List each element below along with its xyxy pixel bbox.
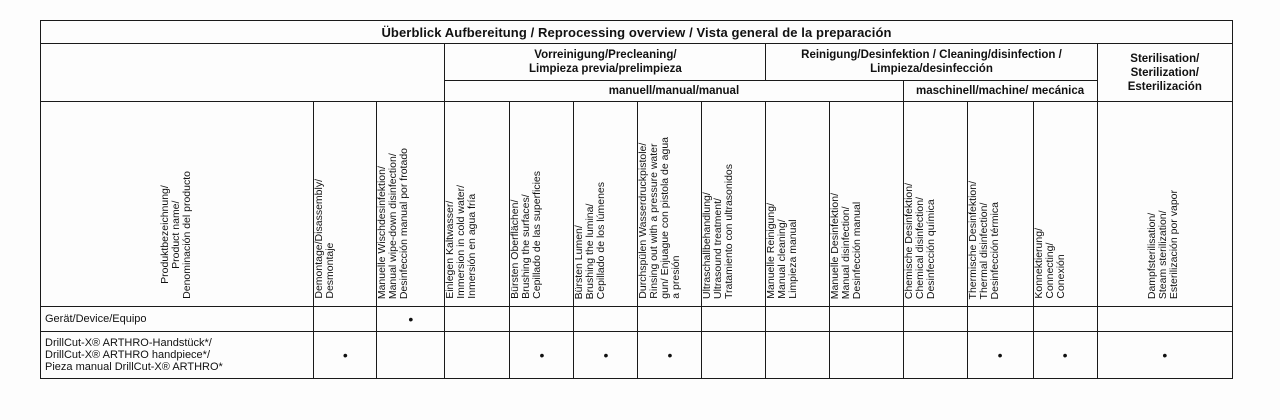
mark-cell: [702, 332, 766, 379]
table-row: [41, 307, 1233, 332]
mark-cell: •: [510, 332, 574, 379]
mark-cell: [510, 307, 574, 332]
column-header-product-name: Produktbezeichnung/ Product name/ Denominación del producto: [41, 102, 314, 307]
reprocessing-table: [40, 20, 1233, 379]
column-header-manual-disinfection: Manuelle Desinfektion/ Manual disinfection/ Desinfección manual: [830, 102, 903, 307]
column-header-connecting: Konnektierung/ Connecting/ Conexión: [1033, 102, 1097, 307]
table-title: Überblick Aufbereitung / Reprocessing overview / Vista general de la preparación: [41, 21, 1233, 44]
row-name: Gerät/Device/Equipo: [41, 307, 314, 332]
column-header-manual-cleaning: Manuelle Reinigung/ Manual cleaning/ Limpieza manual: [766, 102, 830, 307]
mark-cell: [830, 307, 903, 332]
mark-cell: [830, 332, 903, 379]
mark-cell: [1097, 307, 1232, 332]
column-header-wipe-down-disinfection: Manuelle Wischdesinfektion/ Manual wipe-down disinfection/ Desinfección manual por frotado: [377, 102, 445, 307]
mark-cell: [903, 307, 967, 332]
mark-cell: [638, 307, 702, 332]
mark-cell: [766, 332, 830, 379]
row-name: DrillCut-X® ARTHRO-Handstück*/ DrillCut-X® ARTHRO handpiece*/ Pieza manual DrillCut-X® ARTHRO*: [41, 332, 314, 379]
group-sterilization: Sterilisation/ Sterilization/ Esterilización: [1097, 44, 1232, 102]
group-precleaning: Vorreinigung/Precleaning/ Limpieza previa/prelimpieza: [445, 44, 766, 81]
mark-cell: •: [1033, 332, 1097, 379]
mark-cell: •: [638, 332, 702, 379]
mark-cell: [445, 332, 510, 379]
column-header-chemical-disinfection: Chemische Desinfektion/ Chemical disinfection/ Desinfección química: [903, 102, 967, 307]
column-header-cold-water-immersion: Einlegen Kaltwasser/ Immersion in cold water/ Inmersión en agua fría: [445, 102, 510, 307]
column-header-disassembly: Demontage/Disassembly/ Desmontaje: [314, 102, 377, 307]
mark-cell: [1033, 307, 1097, 332]
column-header-brushing-lumina: Bürsten Lumen/ Brushing the lumina/ Cepillado de los lúmenes: [574, 102, 638, 307]
mark-cell: [314, 307, 377, 332]
mark-cell: [445, 307, 510, 332]
subgroup-machine: maschinell/machine/ mecánica: [903, 81, 1097, 102]
mark-cell: [967, 307, 1033, 332]
mark-cell: •: [574, 332, 638, 379]
mark-cell: •: [377, 307, 445, 332]
mark-cell: •: [314, 332, 377, 379]
column-header-thermal-disinfection: Thermische Desinfektion/ Thermal disinfection/ Desinfección térmica: [967, 102, 1033, 307]
mark-cell: [903, 332, 967, 379]
column-header-ultrasound: Ultraschallbehandlung/ Ultrasound treatment/ Tratamiento con ultrasonidos: [702, 102, 766, 307]
mark-cell: [702, 307, 766, 332]
column-header-brushing-surfaces: Bürsten Oberflächen/ Brushing the surfaces/ Cepillado de las superficies: [510, 102, 574, 307]
column-header-pressure-water-rinse: Durchspülen Wasserdruckpistole/ Rinsing out with a pressure water gun/ Enjuague con pistola de agua a presión: [638, 102, 702, 307]
mark-cell: [574, 307, 638, 332]
mark-cell: •: [967, 332, 1033, 379]
table-row: [41, 332, 1233, 379]
mark-cell: [766, 307, 830, 332]
mark-cell: [377, 332, 445, 379]
subgroup-manual: manuell/manual/manual: [445, 81, 903, 102]
column-header-steam-sterilization: Dampfsterilisation/ Steam sterilization/ Esterilización por vapor: [1097, 102, 1232, 307]
mark-cell: •: [1097, 332, 1232, 379]
header-blank: [41, 44, 445, 102]
group-cleaning-disinfection: Reinigung/Desinfektion / Cleaning/disinfection / Limpieza/desinfección: [766, 44, 1097, 81]
